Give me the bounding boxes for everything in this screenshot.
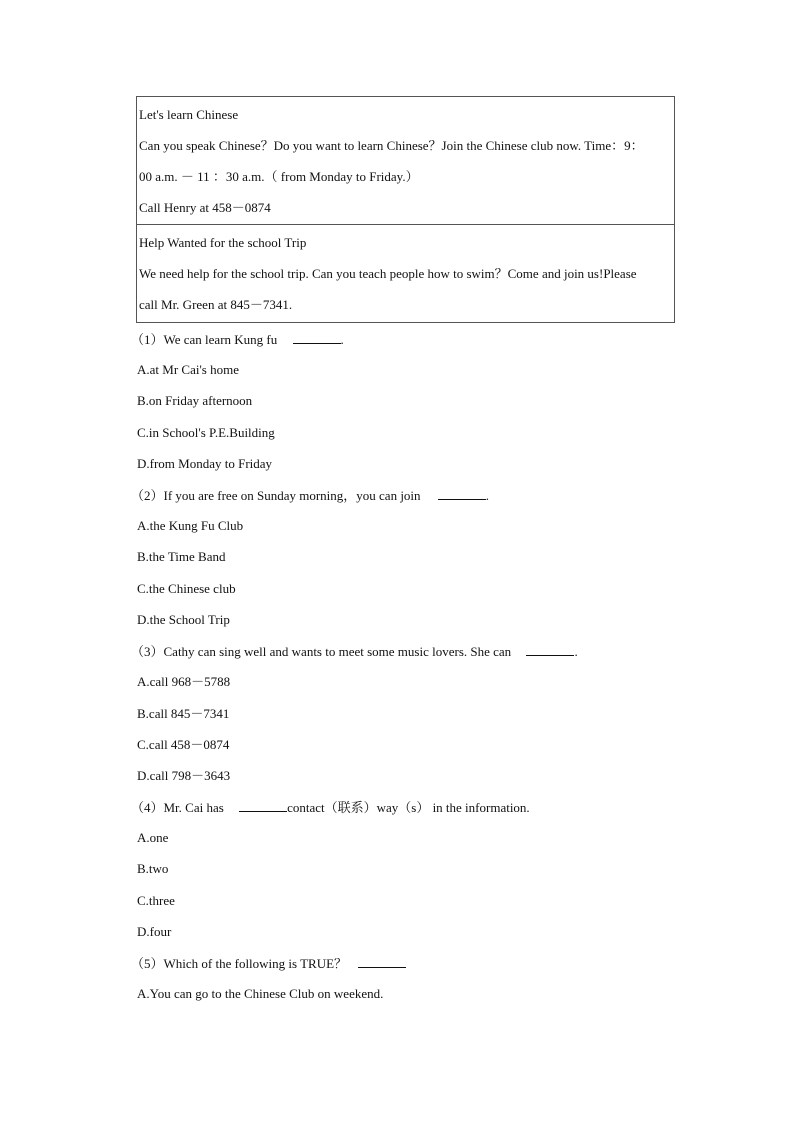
option: C.the Chinese club [137,581,236,596]
option: A.one [137,830,169,845]
question-stem-end: . [574,644,578,659]
ad-text-line: We need help for the school trip. Can you teach people how to swim？Come and join us!Please [139,266,637,281]
question-2 [131,487,489,504]
ad-box-school-trip [136,224,675,323]
option: D.four [137,924,172,939]
ad-text-line: call Mr. Green at 845－7341. [139,297,293,312]
question-stem: （2）If you are free on Sunday morning，you can join [131,488,421,503]
question-1 [131,331,344,348]
option: C.three [137,893,175,908]
ad-text-line: Call Henry at 458－0874 [139,200,271,215]
option: B.the Time Band [137,549,226,564]
option: A.at Mr Cai's home [137,362,239,377]
answer-blank[interactable] [526,643,574,656]
ad-box-chinese-club [136,96,675,225]
option: B.call 845－7341 [137,706,230,721]
question-stem: （3）Cathy can sing well and wants to meet some music lovers. She can [131,644,512,659]
option: B.two [137,861,169,876]
ad-title: Let's learn Chinese [139,107,239,122]
question-stem: （5）Which of the following is TRUE？ [131,956,348,971]
option: A.call 968－5788 [137,674,231,689]
question-stem-end: . [485,488,490,503]
ad-title: Help Wanted for the school Trip [139,235,307,250]
question-4 [131,799,530,816]
question-5 [131,955,406,972]
answer-blank[interactable] [358,955,406,968]
question-stem: （1）We can learn Kung fu [131,332,278,347]
question-stem-end: . [340,332,344,347]
option: D.the School Trip [137,612,230,627]
answer-blank[interactable] [293,331,341,344]
question-stem: （4）Mr. Cai has [131,800,224,815]
option: D.from Monday to Friday [137,456,273,471]
ad-text-line: 00 a.m. － 11 ：30 a.m.（ from Monday to Friday.） [139,169,419,184]
option: B.on Friday afternoon [137,393,253,408]
option: A.the Kung Fu Club [137,518,244,533]
option: C.in School's P.E.Building [137,425,275,440]
option: C.call 458－0874 [137,737,230,752]
option: D.call 798－3643 [137,768,231,783]
question-3 [131,643,578,660]
answer-blank[interactable] [239,799,287,812]
question-stem-end: contact（联系）way（s） in the information. [287,800,530,815]
answer-blank[interactable] [438,487,486,500]
option: A.You can go to the Chinese Club on weekend. [137,986,384,1001]
ad-text-line: Can you speak Chinese？Do you want to learn Chinese？Join the Chinese club now. Time：9： [139,138,644,153]
